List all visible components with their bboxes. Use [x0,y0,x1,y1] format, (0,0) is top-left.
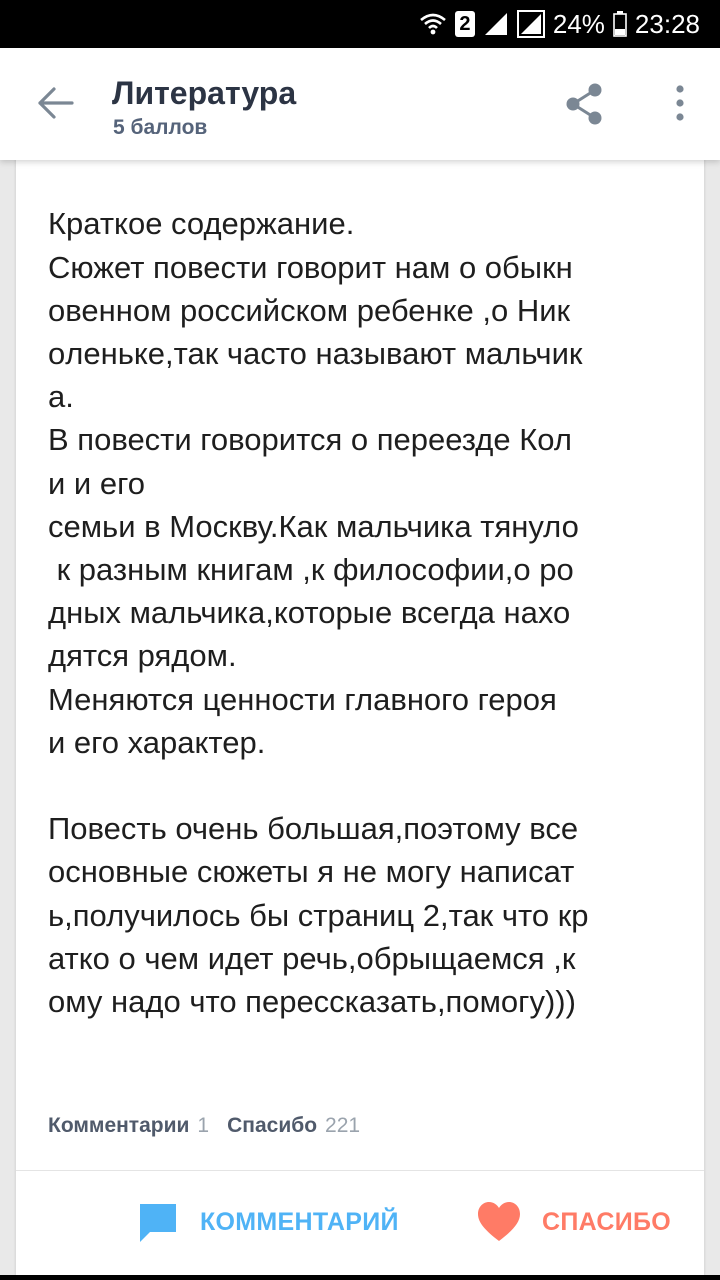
answer-card [16,140,704,1275]
points-label: 5 баллов [113,116,208,139]
back-button[interactable] [36,86,76,120]
bottom-edge [0,1275,720,1280]
share-icon [564,82,604,126]
comment-button-label: КОММЕНТАРИЙ [200,1207,399,1236]
back-arrow-icon [36,86,76,120]
action-bar [16,1170,704,1275]
thanks-count: 221 [325,1114,361,1137]
app-header [0,48,720,160]
heart-icon [476,1201,522,1243]
sim-badge-number: 2 [455,11,475,37]
wifi-icon [419,11,447,37]
sim-badge [455,11,475,37]
status-icons [419,8,700,40]
comment-button[interactable] [136,1200,399,1244]
more-options-button[interactable] [670,84,690,124]
thanks-label: Спасибо [227,1114,318,1137]
thanks-button-label: СПАСИБО [542,1207,671,1236]
clock: 23:28 [634,8,700,39]
signal-icon [483,11,509,37]
answer-meta [48,1114,360,1138]
page-title: Литература [112,75,297,111]
comments-link[interactable] [48,1114,209,1138]
comments-count: 1 [197,1114,210,1137]
signal-icon-2 [517,10,545,38]
thanks-button[interactable] [476,1200,671,1244]
more-vertical-icon [670,84,690,124]
comments-label: Комментарии [48,1114,190,1137]
answer-text: Краткое содержание. Сюжет повести говорит нам о обыкн овенном российском ребенке ,о Ник oленьке,так часто называют мальчик а. В повести говорится о переезде Кол и и его семьи в Москву.Как мальчика тянуло к разным книгам ,к философии,о ро дных мальчика,которые всегда нахо дятся рядом. Меняются ценности главного героя и его характер. Повесть очень большая,поэтому все основные сюжеты я не могу написат ь,получилось бы страниц 2,так что кр атко о чем идет речь,обрыщаемся ,к ому надо что перессказать,помогу))) [48,206,589,1020]
battery-percent: 24% [552,8,605,39]
comment-bubble-icon [136,1200,180,1244]
share-button[interactable] [564,82,604,126]
battery-icon [613,11,627,37]
thanks-link[interactable] [227,1114,360,1138]
status-bar [0,0,720,48]
